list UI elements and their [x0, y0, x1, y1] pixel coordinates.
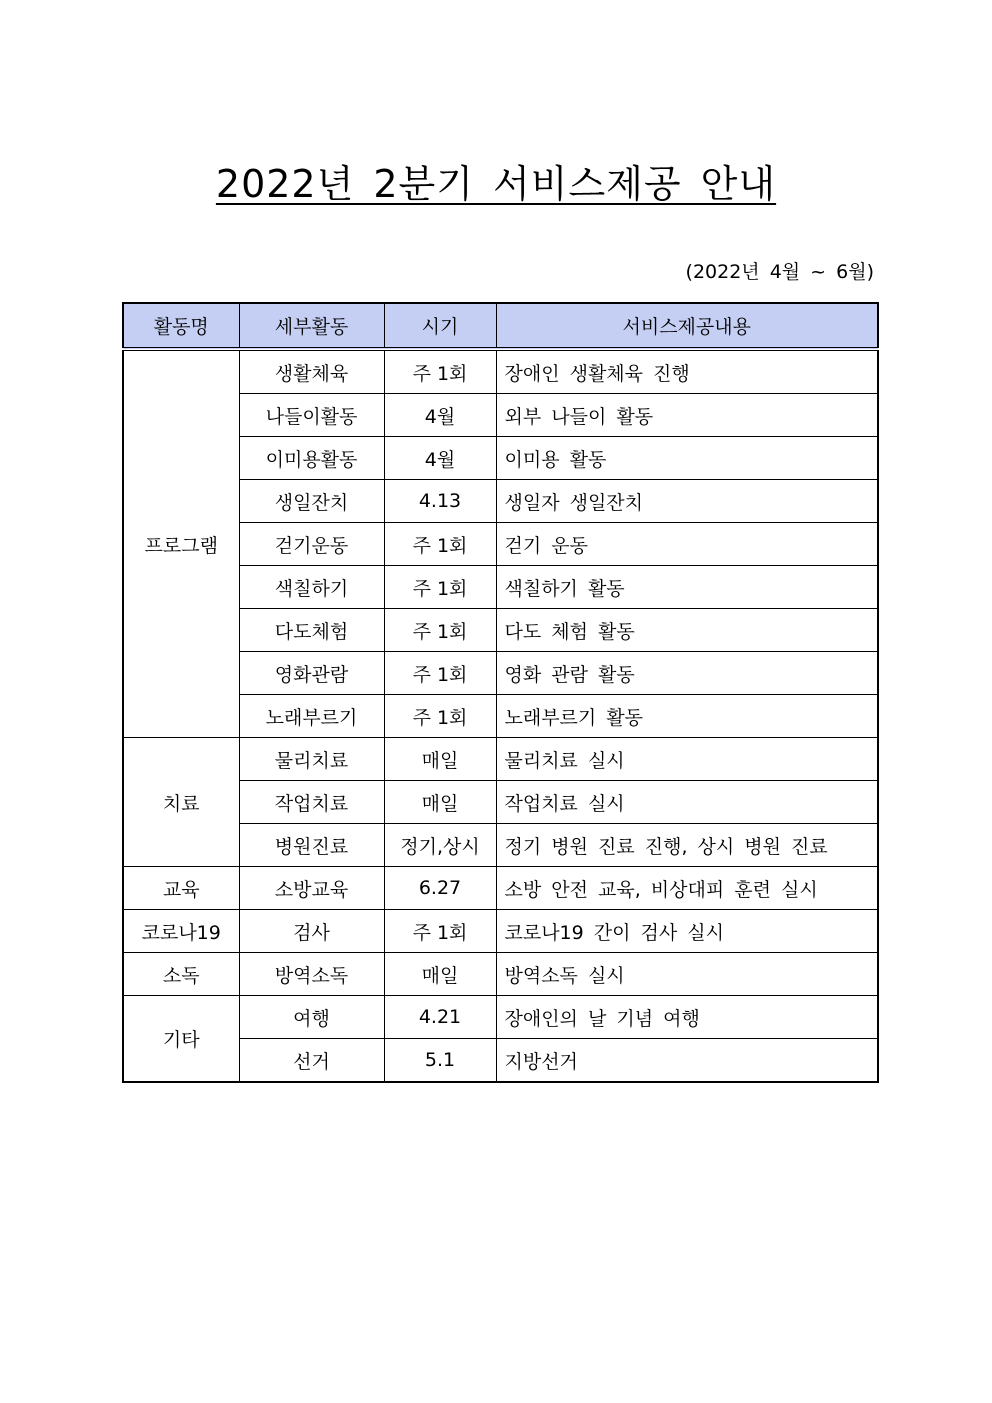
content-cell: 이미용 활동 — [496, 437, 878, 480]
table-header-row — [123, 303, 878, 349]
detail-cell: 다도체험 — [239, 609, 384, 652]
time-cell: 주 1회 — [384, 652, 496, 695]
time-cell: 주 1회 — [384, 349, 496, 394]
header-service-content: 서비스제공내용 — [496, 303, 878, 349]
time-cell: 5.1 — [384, 1039, 496, 1083]
detail-cell: 색칠하기 — [239, 566, 384, 609]
detail-cell: 생일잔치 — [239, 480, 384, 523]
content-cell: 소방 안전 교육, 비상대피 훈련 실시 — [496, 867, 878, 910]
detail-cell: 노래부르기 — [239, 695, 384, 738]
category-cell: 프로그램 — [123, 349, 239, 738]
detail-cell: 작업치료 — [239, 781, 384, 824]
time-cell: 주 1회 — [384, 566, 496, 609]
time-cell: 4.13 — [384, 480, 496, 523]
content-cell: 색칠하기 활동 — [496, 566, 878, 609]
time-cell: 4월 — [384, 437, 496, 480]
detail-cell: 소방교육 — [239, 867, 384, 910]
detail-cell: 방역소독 — [239, 953, 384, 996]
service-schedule-table — [122, 302, 879, 1083]
header-time: 시기 — [384, 303, 496, 349]
table-row — [123, 738, 878, 781]
detail-cell: 검사 — [239, 910, 384, 953]
content-cell: 장애인 생활체육 진행 — [496, 349, 878, 394]
content-cell: 노래부르기 활동 — [496, 695, 878, 738]
content-cell: 물리치료 실시 — [496, 738, 878, 781]
detail-cell: 생활체육 — [239, 349, 384, 394]
category-cell: 코로나19 — [123, 910, 239, 953]
category-cell: 기타 — [123, 996, 239, 1083]
content-cell: 다도 체험 활동 — [496, 609, 878, 652]
category-cell: 교육 — [123, 867, 239, 910]
detail-cell: 영화관람 — [239, 652, 384, 695]
content-cell: 장애인의 날 기념 여행 — [496, 996, 878, 1039]
content-cell: 지방선거 — [496, 1039, 878, 1083]
time-cell: 매일 — [384, 781, 496, 824]
detail-cell: 나들이활동 — [239, 394, 384, 437]
category-cell: 소독 — [123, 953, 239, 996]
time-cell: 매일 — [384, 738, 496, 781]
content-cell: 정기 병원 진료 진행, 상시 병원 진료 — [496, 824, 878, 867]
detail-cell: 선거 — [239, 1039, 384, 1083]
time-cell: 4월 — [384, 394, 496, 437]
content-cell: 걷기 운동 — [496, 523, 878, 566]
header-detail-activity: 세부활동 — [239, 303, 384, 349]
header-activity-name: 활동명 — [123, 303, 239, 349]
time-cell: 매일 — [384, 953, 496, 996]
category-cell: 치료 — [123, 738, 239, 867]
content-cell: 영화 관람 활동 — [496, 652, 878, 695]
content-cell: 외부 나들이 활동 — [496, 394, 878, 437]
content-cell: 생일자 생일잔치 — [496, 480, 878, 523]
page-title-text: 2022년 2분기 서비스제공 안내 — [215, 162, 777, 206]
time-cell: 정기,상시 — [384, 824, 496, 867]
table-row — [123, 953, 878, 996]
detail-cell: 병원진료 — [239, 824, 384, 867]
time-cell: 6.27 — [384, 867, 496, 910]
table-row — [123, 910, 878, 953]
table-row — [123, 349, 878, 394]
time-cell: 주 1회 — [384, 695, 496, 738]
period-label: (2022년 4월 ~ 6월) — [685, 261, 874, 283]
detail-cell: 여행 — [239, 996, 384, 1039]
content-cell: 작업치료 실시 — [496, 781, 878, 824]
detail-cell: 물리치료 — [239, 738, 384, 781]
table-row — [123, 996, 878, 1039]
time-cell: 주 1회 — [384, 609, 496, 652]
detail-cell: 걷기운동 — [239, 523, 384, 566]
time-cell: 4.21 — [384, 996, 496, 1039]
content-cell: 방역소독 실시 — [496, 953, 878, 996]
time-cell: 주 1회 — [384, 523, 496, 566]
time-cell: 주 1회 — [384, 910, 496, 953]
content-cell: 코로나19 간이 검사 실시 — [496, 910, 878, 953]
page-title — [0, 158, 992, 210]
table-row — [123, 867, 878, 910]
detail-cell: 이미용활동 — [239, 437, 384, 480]
